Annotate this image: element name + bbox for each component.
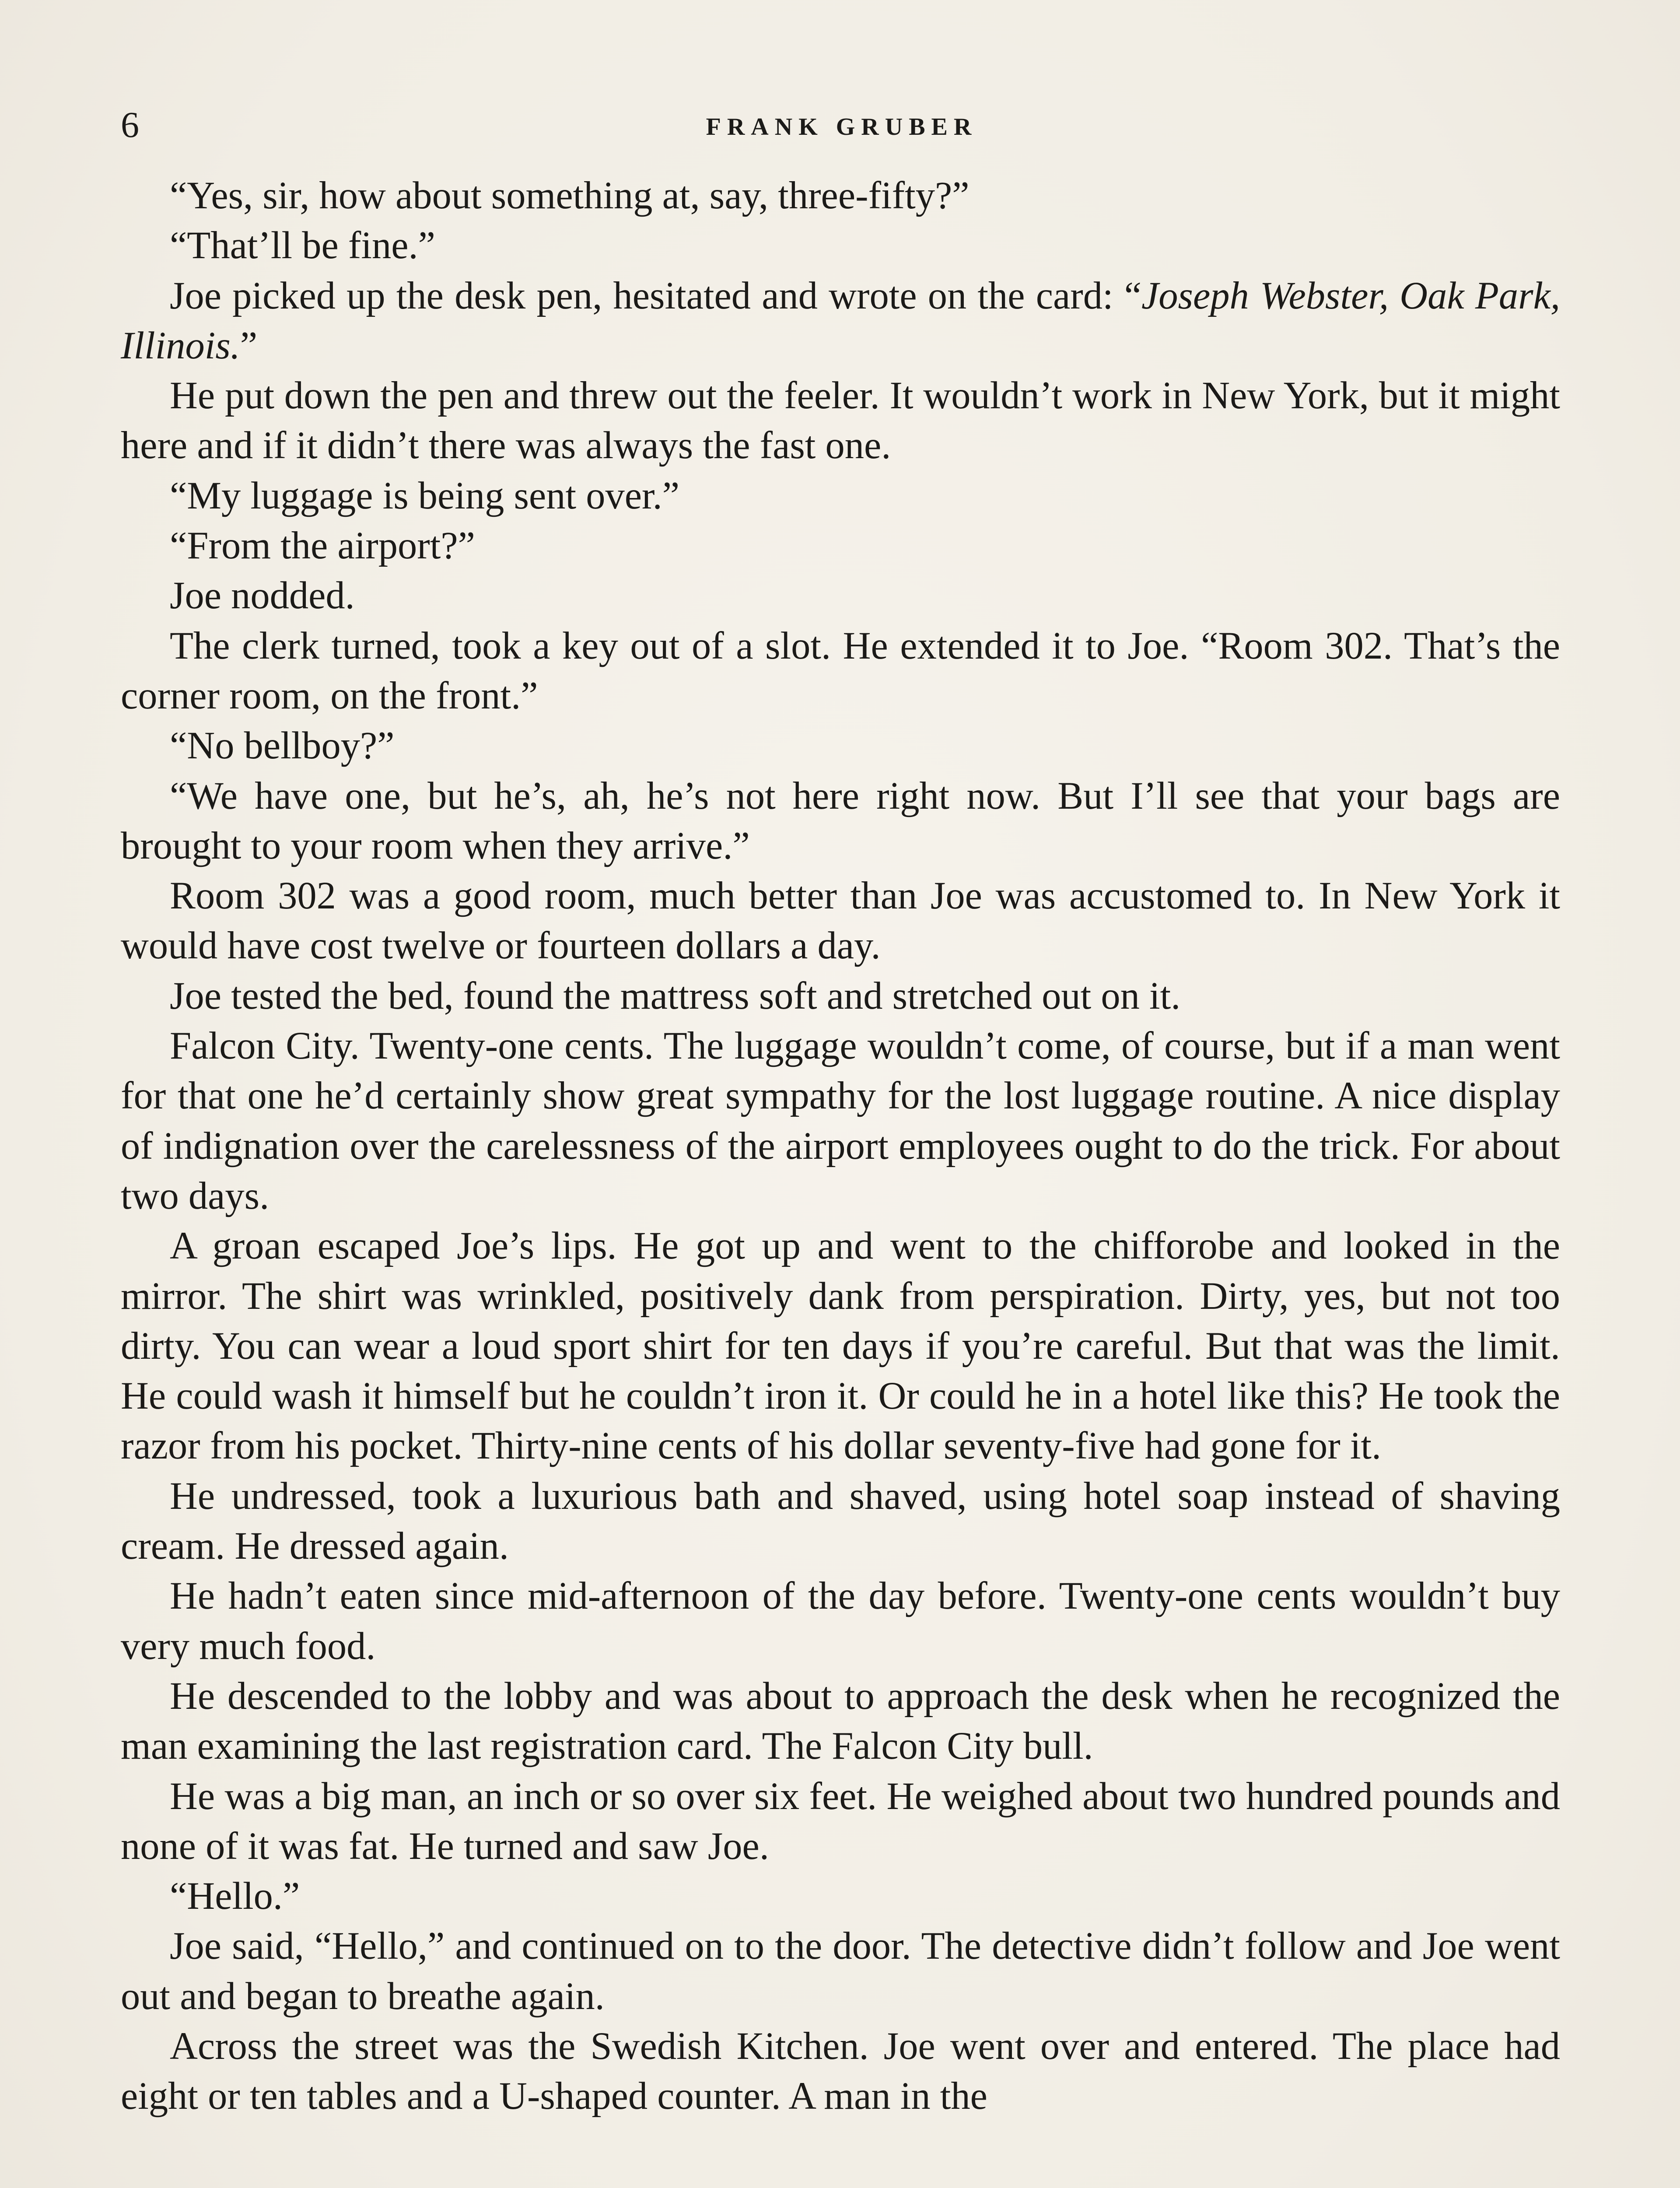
paragraph: “We have one, but he’s, ah, he’s not here right now. But I’ll see that your bags are brought to your room when they arrive.” <box>121 774 1560 867</box>
paragraph: He undressed, took a luxurious bath and shaved, using hotel soap instead of shaving cream. He dressed again. <box>121 1474 1560 1568</box>
page-header <box>121 103 1563 151</box>
paragraph: He descended to the lobby and was about to approach the desk when he recognized the man examining the last registration card. The Falcon City bull. <box>121 1674 1560 1768</box>
signature-lead: Joe picked up the desk pen, hesitated and wrote on the card: “ <box>170 274 1142 317</box>
paragraph: “My luggage is being sent over.” <box>170 474 679 517</box>
paragraph: He hadn’t eaten since mid-afternoon of the day before. Twenty-one cents wouldn’t buy very much food. <box>121 1574 1560 1668</box>
paragraph: “From the airport?” <box>170 524 475 568</box>
paragraph: He was a big man, an inch or so over six feet. He weighed about two hundred pounds and none of it was fat. He turned and saw Joe. <box>121 1774 1560 1868</box>
paragraph: Room 302 was a good room, much better than Joe was accustomed to. In New York it would have cost twelve or fourteen dollars a day. <box>121 874 1560 968</box>
paragraph: A groan escaped Joe’s lips. He got up and went to the chifforobe and looked in the mirror. The shirt was wrinkled, positively dank from perspiration. Dirty, yes, but not too dirty. You can wear a loud sport shirt for ten days if you’re careful. But that was the limit. He could wash it himself but he couldn’t iron it. Or could he in a hotel like this? He took the razor from his pocket. Thirty-nine cents of his dollar seventy-five had gone for it. <box>121 1224 1560 1468</box>
paragraph: “Hello.” <box>170 1875 300 1918</box>
paragraph: “That’ll be fine.” <box>170 224 435 267</box>
body-text <box>121 171 1560 2188</box>
signature-text: Joseph Webster, Oak Park, Illinois. <box>121 274 1561 367</box>
paragraph: “No bellboy?” <box>170 724 395 768</box>
paragraph: Falcon City. Twenty-one cents. The luggage wouldn’t come, of course, but if a man went for that one he’d certainly show great sympathy for the lost luggage routine. A nice display of indignation over the carelessness of the airport employees ought to do the trick. For about two days. <box>121 1024 1560 1217</box>
signature-trail: ” <box>240 324 258 367</box>
paragraph: Joe said, “Hello,” and continued on to the door. The detective didn’t follow and Joe went out and began to breathe again. <box>121 1925 1560 2018</box>
paragraph: Joe tested the bed, found the mattress soft and stretched out on it. <box>170 974 1181 1017</box>
paragraph: “Yes, sir, how about something at, say, three-fifty?” <box>170 174 970 217</box>
paragraph: Joe nodded. <box>170 574 355 617</box>
paragraph: The clerk turned, took a key out of a slot. He extended it to Joe. “Room 302. That’s the corner room, on the front.” <box>121 624 1560 717</box>
running-head: FRANK GRUBER <box>706 113 978 140</box>
paragraph: He put down the pen and threw out the feeler. It wouldn’t work in New York, but it might here and if it didn’t there was always the fast one. <box>121 374 1560 467</box>
page-number: 6 <box>121 105 139 145</box>
paragraph-signature <box>121 271 1560 371</box>
paragraph: Across the street was the Swedish Kitchen. Joe went over and entered. The place had eight or ten tables and a U-shaped counter. A man in the <box>121 2024 1560 2118</box>
